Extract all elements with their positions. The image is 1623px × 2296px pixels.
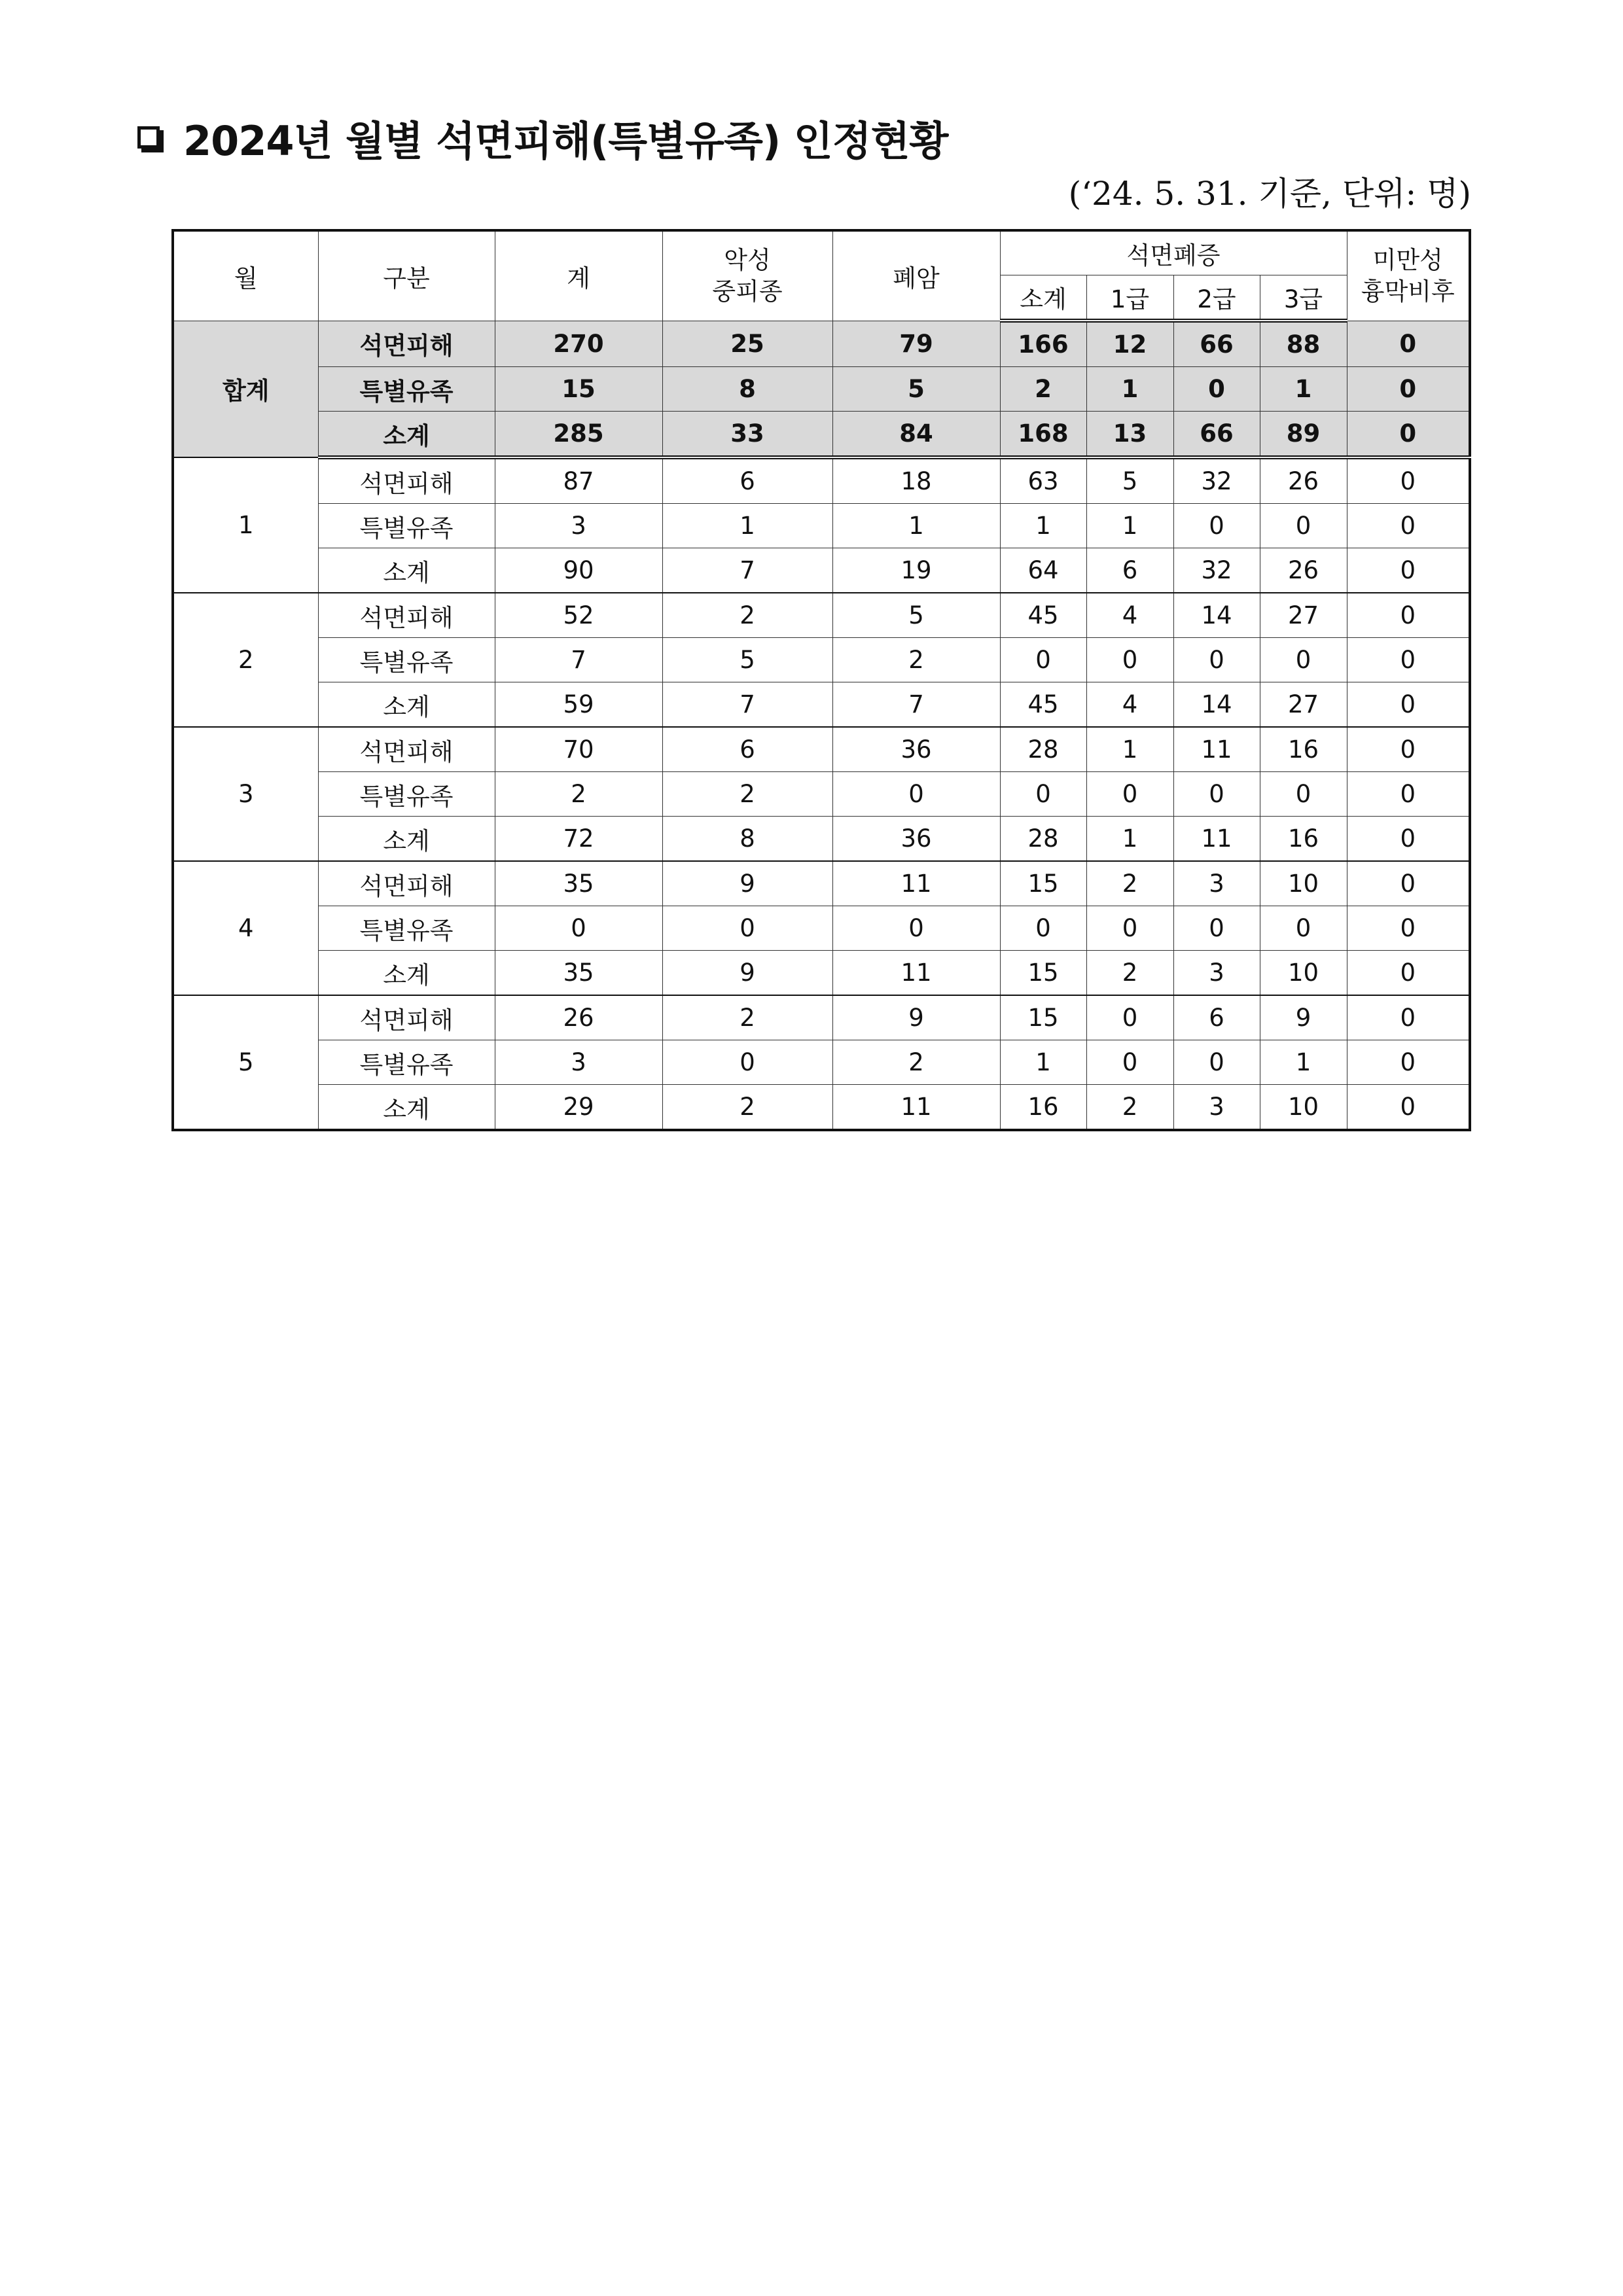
value-cell: 5 [662,638,832,682]
month-label: 1 [173,457,318,593]
value-cell: 166 [1000,321,1086,367]
value-cell: 0 [1347,504,1470,548]
value-cell: 6 [662,727,832,772]
value-cell: 29 [495,1085,662,1131]
header-asbestosis: 석면폐증 [1000,230,1347,275]
value-cell: 15 [1000,995,1086,1040]
value-cell: 0 [1086,638,1173,682]
value-cell: 87 [495,457,662,504]
value-cell: 7 [495,638,662,682]
value-cell: 27 [1260,593,1347,638]
value-cell: 52 [495,593,662,638]
value-cell: 28 [1000,727,1086,772]
header-category: 구분 [318,230,495,321]
value-cell: 3 [1173,861,1260,906]
value-cell: 36 [832,817,1000,862]
value-cell: 0 [495,906,662,951]
value-cell: 2 [662,593,832,638]
header-pleural-thickening: 미만성 흉막비후 [1347,230,1470,321]
value-cell: 26 [495,995,662,1040]
value-cell: 28 [1000,817,1086,862]
value-cell: 0 [1260,504,1347,548]
header-grade-3: 3급 [1260,275,1347,321]
value-cell: 7 [662,682,832,728]
value-cell: 16 [1260,727,1347,772]
category-cell: 석면피해 [318,861,495,906]
value-cell: 0 [1347,321,1470,367]
value-cell: 2 [832,638,1000,682]
table-row [173,367,1470,412]
category-cell: 소계 [318,548,495,593]
value-cell: 84 [832,412,1000,458]
table-row [173,727,1470,772]
table-row [173,951,1470,996]
value-cell: 0 [1347,412,1470,458]
value-cell: 36 [832,727,1000,772]
value-cell: 1 [1086,504,1173,548]
value-cell: 9 [1260,995,1347,1040]
value-cell: 4 [1086,682,1173,728]
value-cell: 0 [1347,995,1470,1040]
value-cell: 3 [1173,1085,1260,1131]
value-cell: 0 [1347,817,1470,862]
table-row [173,906,1470,951]
value-cell: 0 [1000,772,1086,817]
category-cell: 특별유족 [318,772,495,817]
value-cell: 79 [832,321,1000,367]
value-cell: 168 [1000,412,1086,458]
header-grade-1: 1급 [1086,275,1173,321]
category-cell: 석면피해 [318,457,495,504]
page-title-text: 2024년 월별 석면피해(특별유족) 인정현황 [183,116,948,165]
value-cell: 6 [1086,548,1173,593]
value-cell: 32 [1173,457,1260,504]
value-cell: 35 [495,861,662,906]
value-cell: 90 [495,548,662,593]
value-cell: 4 [1086,593,1173,638]
month-section [173,995,1470,1130]
value-cell: 0 [1347,638,1470,682]
value-cell: 0 [1173,504,1260,548]
value-cell: 59 [495,682,662,728]
value-cell: 0 [1347,1085,1470,1131]
value-cell: 45 [1000,682,1086,728]
header-total: 계 [495,230,662,321]
value-cell: 0 [1347,951,1470,996]
category-cell: 소계 [318,682,495,728]
value-cell: 0 [1086,995,1173,1040]
value-cell: 285 [495,412,662,458]
value-cell: 9 [662,951,832,996]
table-row [173,1040,1470,1085]
value-cell: 2 [662,1085,832,1131]
value-cell: 63 [1000,457,1086,504]
month-label: 2 [173,593,318,727]
value-cell: 0 [1347,727,1470,772]
category-cell: 소계 [318,817,495,862]
value-cell: 0 [1260,906,1347,951]
value-cell: 0 [1347,682,1470,728]
month-label: 4 [173,861,318,995]
category-cell: 소계 [318,951,495,996]
value-cell: 12 [1086,321,1173,367]
value-cell: 0 [1086,1040,1173,1085]
value-cell: 0 [1173,1040,1260,1085]
value-cell: 1 [1260,1040,1347,1085]
table-row [173,638,1470,682]
category-cell: 특별유족 [318,504,495,548]
month-label: 5 [173,995,318,1130]
value-cell: 2 [662,772,832,817]
category-cell: 석면피해 [318,321,495,367]
reference-date-note: (‘24. 5. 31. 기준, 단위: 명) [1068,175,1471,213]
value-cell: 14 [1173,682,1260,728]
value-cell: 0 [1086,772,1173,817]
category-cell: 석면피해 [318,727,495,772]
value-cell: 10 [1260,951,1347,996]
table-row [173,817,1470,862]
month-section [173,727,1470,861]
value-cell: 15 [1000,951,1086,996]
category-cell: 석면피해 [318,593,495,638]
value-cell: 16 [1260,817,1347,862]
value-cell: 1 [832,504,1000,548]
value-cell: 270 [495,321,662,367]
value-cell: 16 [1000,1085,1086,1131]
value-cell: 0 [1347,367,1470,412]
value-cell: 11 [1173,817,1260,862]
value-cell: 1 [1000,504,1086,548]
table-row [173,861,1470,906]
table-row [173,504,1470,548]
value-cell: 0 [662,906,832,951]
table-row [173,995,1470,1040]
value-cell: 11 [832,951,1000,996]
value-cell: 3 [495,1040,662,1085]
value-cell: 10 [1260,861,1347,906]
value-cell: 32 [1173,548,1260,593]
value-cell: 25 [662,321,832,367]
table-row [173,548,1470,593]
value-cell: 2 [495,772,662,817]
value-cell: 1 [1260,367,1347,412]
value-cell: 6 [1173,995,1260,1040]
value-cell: 0 [1173,772,1260,817]
value-cell: 2 [1086,861,1173,906]
category-cell: 석면피해 [318,995,495,1040]
value-cell: 45 [1000,593,1086,638]
value-cell: 7 [662,548,832,593]
table-row [173,772,1470,817]
value-cell: 11 [832,861,1000,906]
value-cell: 1 [1000,1040,1086,1085]
value-cell: 13 [1086,412,1173,458]
table-row [173,593,1470,638]
value-cell: 8 [662,817,832,862]
page-title [137,111,948,164]
value-cell: 2 [1000,367,1086,412]
value-cell: 0 [1347,861,1470,906]
header-lung-cancer: 폐암 [832,230,1000,321]
value-cell: 10 [1260,1085,1347,1131]
month-section [173,593,1470,727]
value-cell: 0 [1086,906,1173,951]
totals-label: 합계 [173,321,318,457]
value-cell: 6 [662,457,832,504]
value-cell: 2 [662,995,832,1040]
category-cell: 특별유족 [318,906,495,951]
value-cell: 14 [1173,593,1260,638]
value-cell: 8 [662,367,832,412]
value-cell: 1 [1086,727,1173,772]
value-cell: 15 [1000,861,1086,906]
value-cell: 26 [1260,548,1347,593]
month-section [173,457,1470,593]
month-section [173,861,1470,995]
value-cell: 0 [1000,906,1086,951]
value-cell: 66 [1173,412,1260,458]
value-cell: 9 [662,861,832,906]
value-cell: 70 [495,727,662,772]
table-row [173,321,1470,367]
value-cell: 66 [1173,321,1260,367]
value-cell: 11 [832,1085,1000,1131]
checkbox-square-icon [137,126,160,149]
value-cell: 35 [495,951,662,996]
category-cell: 소계 [318,412,495,458]
value-cell: 27 [1260,682,1347,728]
table-row [173,1085,1470,1131]
value-cell: 7 [832,682,1000,728]
value-cell: 0 [1347,772,1470,817]
value-cell: 0 [1347,593,1470,638]
value-cell: 1 [1086,367,1173,412]
table-row [173,457,1470,504]
value-cell: 2 [832,1040,1000,1085]
category-cell: 특별유족 [318,367,495,412]
value-cell: 1 [662,504,832,548]
value-cell: 0 [832,772,1000,817]
value-cell: 0 [1347,906,1470,951]
value-cell: 0 [1173,906,1260,951]
asbestos-recognition-table [171,229,1471,1131]
value-cell: 0 [832,906,1000,951]
value-cell: 0 [1173,638,1260,682]
value-cell: 2 [1086,1085,1173,1131]
value-cell: 3 [1173,951,1260,996]
table-row [173,682,1470,728]
value-cell: 15 [495,367,662,412]
totals-section [173,321,1470,457]
value-cell: 0 [662,1040,832,1085]
header-month: 월 [173,230,318,321]
value-cell: 64 [1000,548,1086,593]
header-mesothelioma: 악성 중피종 [662,230,832,321]
value-cell: 9 [832,995,1000,1040]
value-cell: 5 [1086,457,1173,504]
value-cell: 0 [1173,367,1260,412]
value-cell: 18 [832,457,1000,504]
value-cell: 89 [1260,412,1347,458]
value-cell: 5 [832,593,1000,638]
value-cell: 72 [495,817,662,862]
header-asbestosis-subtotal: 소계 [1000,275,1086,321]
value-cell: 0 [1260,772,1347,817]
value-cell: 11 [1173,727,1260,772]
value-cell: 0 [1000,638,1086,682]
value-cell: 33 [662,412,832,458]
value-cell: 1 [1086,817,1173,862]
value-cell: 19 [832,548,1000,593]
value-cell: 2 [1086,951,1173,996]
category-cell: 특별유족 [318,638,495,682]
value-cell: 3 [495,504,662,548]
value-cell: 0 [1347,1040,1470,1085]
value-cell: 0 [1260,638,1347,682]
value-cell: 0 [1347,548,1470,593]
table-row [173,412,1470,458]
value-cell: 26 [1260,457,1347,504]
category-cell: 특별유족 [318,1040,495,1085]
header-grade-2: 2급 [1173,275,1260,321]
category-cell: 소계 [318,1085,495,1131]
value-cell: 0 [1347,457,1470,504]
value-cell: 88 [1260,321,1347,367]
value-cell: 5 [832,367,1000,412]
month-label: 3 [173,727,318,861]
